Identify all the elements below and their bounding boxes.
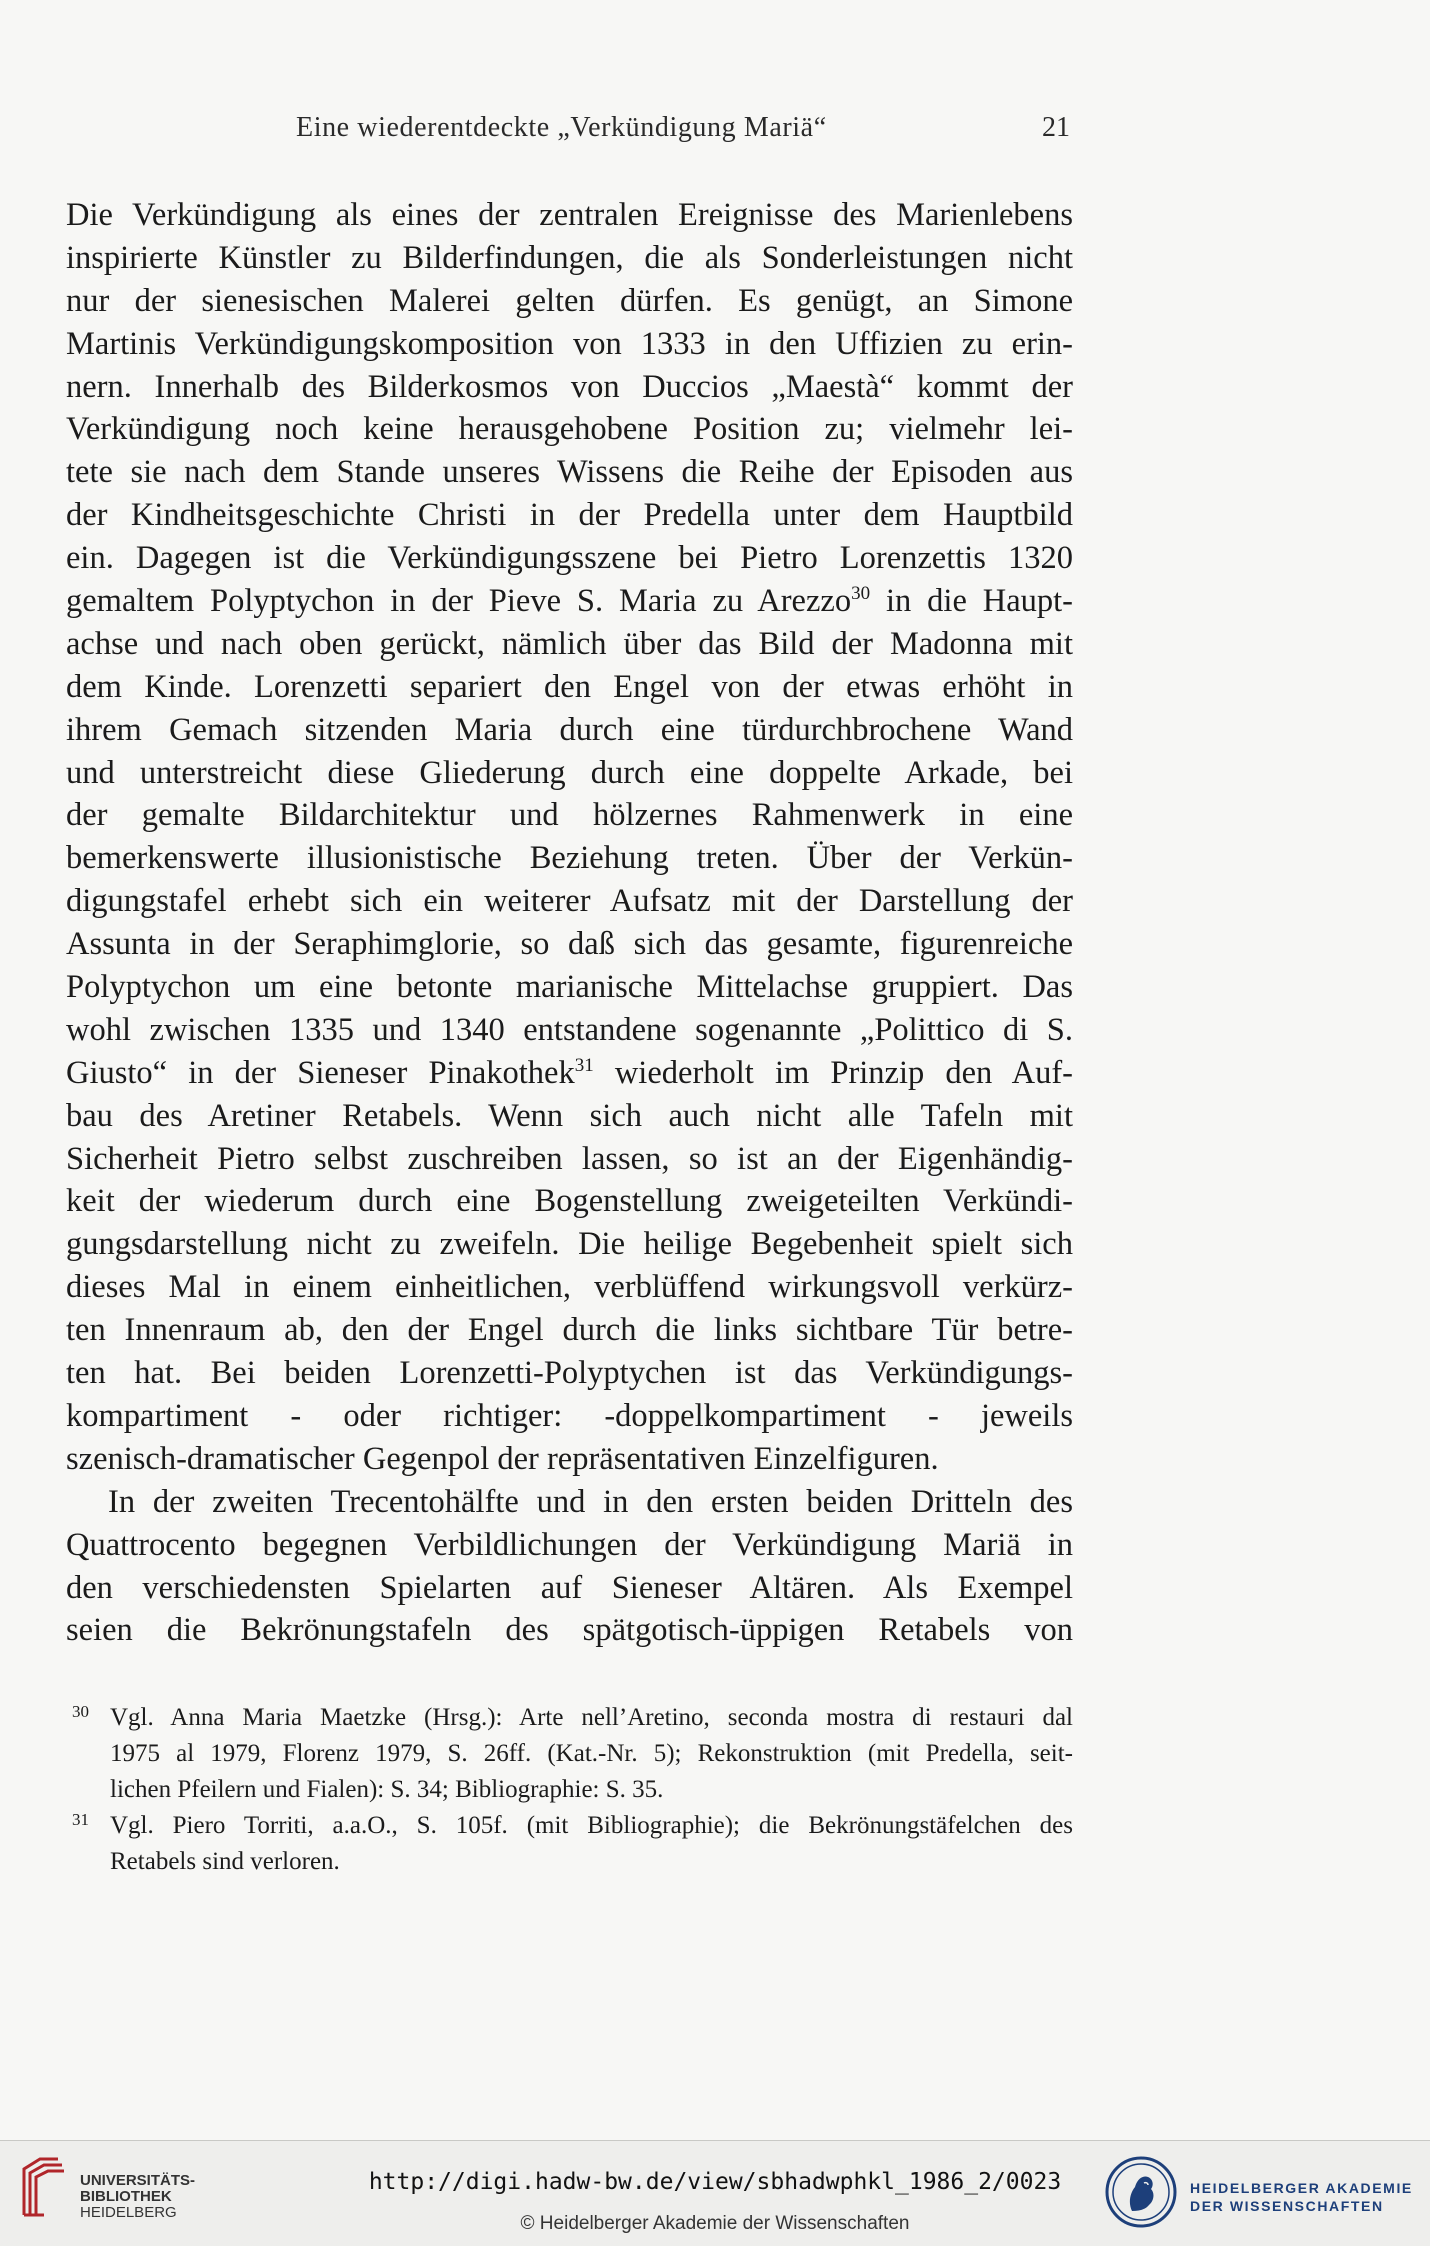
academy-seal-logo[interactable] [1104,2153,1178,2231]
text-line: kompartiment - oder richtiger: -doppelkompartiment - jeweils [66,1397,1073,1434]
footnote-text: Vgl. Piero Torriti, a.a.O., S. 105f. (mit Bibliographie); die Bekrönungstäfelchen des [110,1812,1073,1839]
text-line: inspirierte Künstler zu Bilderfindungen, die als Sonderleistungen nicht [66,239,1073,276]
text-line: digungstafel erhebt sich ein weiterer Aufsatz mit der Darstellung der [66,883,1073,920]
library-name-line: HEIDELBERG [80,2204,177,2221]
text-line: Verkündigung noch keine herausgehobene Position zu; vielmehr lei- [66,411,1073,448]
text-line: ten hat. Bei beiden Lorenzetti-Polyptychen ist das Verkündigungs- [66,1355,1073,1392]
footnote-number: 31 [72,1810,89,1829]
text-line: In der zweiten Trecentohälfte und in den ersten beiden Dritteln des [108,1483,1073,1520]
text-line: nern. Innerhalb des Bilderkosmos von Duccios „Maestà“ kommt der [66,368,1073,405]
footnote-text: Vgl. Anna Maria Maetzke (Hrsg.): Arte nell’Aretino, seconda mostra di restauri dal [110,1704,1073,1731]
text-segment: wiederholt im Prinzip den Auf- [593,1054,1074,1091]
footnote-30-line: 1975 al 1979, Florenz 1979, S. 26ff. (Kat.-Nr. 5); Rekonstruktion (mit Predella, seit- [110,1740,1073,1767]
footnote-number: 30 [72,1702,89,1721]
text-line: achse und nach oben gerückt, nämlich über das Bild der Madonna mit [66,625,1073,662]
text-line: der Kindheitsgeschichte Christi in der Predella unter dem Hauptbild [66,497,1073,534]
text-line: ein. Dagegen ist die Verkündigungsszene bei Pietro Lorenzettis 1320 [66,540,1073,577]
footnote-ref-30[interactable]: 30 [851,583,871,605]
footnote-31-line: Retabels sind verloren. [110,1848,340,1875]
text-line [66,580,1073,623]
body-text [66,194,1073,1652]
footnote-30-line: lichen Pfeilern und Fialen): S. 34; Bibliographie: S. 35. [110,1776,664,1803]
text-line: Quattrocento begegnen Verbildlichungen der Verkündigung Mariä in [66,1526,1073,1563]
text-segment: in die Haupt- [870,583,1074,620]
academy-name-line: DER WISSENSCHAFTEN [1190,2198,1384,2214]
text-line: tete sie nach dem Stande unseres Wissens die Reihe der Episoden aus [66,454,1073,491]
text-line: dem Kinde. Lorenzetti separiert den Engel von der etwas erhöht in [66,668,1073,705]
footnote-ref-31[interactable]: 31 [574,1054,594,1076]
text-line: Sicherheit Pietro selbst zuschreiben lassen, so ist an der Eigenhändig- [66,1140,1073,1177]
text-line: bemerkenswerte illusionistische Beziehung treten. Über der Verkün- [66,840,1073,877]
academy-name [1190,2179,1413,2215]
text-line: szenisch-dramatischer Gegenpol der repräsentativen Einzelfiguren. [66,1440,939,1477]
text-line: gungsdarstellung nicht zu zweifeln. Die heilige Begebenheit spielt sich [66,1226,1073,1263]
text-line: nur der sienesischen Malerei gelten dürfen. Es genügt, an Simone [66,282,1073,319]
library-name-line: BIBLIOTHEK [80,2188,172,2205]
running-head: Eine wiederentdeckte „Verkündigung Mariä“ [296,112,827,143]
permalink-url[interactable]: http://digi.hadw-bw.de/view/sbhadwphkl_1986_2/0023 [368,2169,1062,2195]
text-line: Martinis Verkündigungskomposition von 1333 in den Uffizien zu erin- [66,325,1073,362]
text-segment: gemaltem Polyptychon in der Pieve S. Maria zu Arezzo [66,583,852,620]
text-line: und unterstreicht diese Gliederung durch eine doppelte Arkade, bei [66,754,1073,791]
viewer-footer [0,2140,1430,2246]
text-line: der gemalte Bildarchitektur und hölzernes Rahmenwerk in eine [66,797,1073,834]
text-line: wohl zwischen 1335 und 1340 entstandene sogenannte „Polittico di S. [66,1011,1073,1048]
text-line: Assunta in der Seraphimglorie, so daß sich das gesamte, figurenreiche [66,926,1073,963]
footnote-31-line [66,1808,1073,1844]
footnote-30-line [66,1700,1073,1736]
page-number: 21 [1042,112,1070,143]
text-line: ten Innenraum ab, den der Engel durch die links sichtbare Tür betre- [66,1312,1073,1349]
copyright-notice: © Heidelberger Akademie der Wissenschaften [520,2213,910,2234]
text-line: ihrem Gemach sitzenden Maria durch eine türdurchbrochene Wand [66,711,1073,748]
footnotes [66,1700,1073,1880]
text-line: seien die Bekrönungstafeln des spätgotisch-üppigen Retabels von [66,1612,1073,1649]
text-line: keit der wiederum durch eine Bogenstellung zweigeteilten Verkündi- [66,1183,1073,1220]
text-segment: Giusto“ in der Sieneser Pinakothek [66,1054,575,1091]
text-line: Polyptychon um eine betonte marianische Mittelachse gruppiert. Das [66,969,1073,1006]
text-line: den verschiedensten Spielarten auf Sieneser Altären. Als Exempel [66,1569,1073,1606]
text-line: Die Verkündigung als eines der zentralen Ereignisse des Marienlebens [66,197,1073,233]
text-line [66,1052,1073,1095]
text-line: dieses Mal in einem einheitlichen, verblüffend wirkungsvoll verkürz- [66,1269,1073,1306]
library-name-line: UNIVERSITÄTS- [80,2172,196,2189]
academy-name-line: HEIDELBERGER AKADEMIE [1190,2180,1413,2196]
text-line: bau des Aretiner Retabels. Wenn sich auch nicht alle Tafeln mit [66,1097,1073,1134]
